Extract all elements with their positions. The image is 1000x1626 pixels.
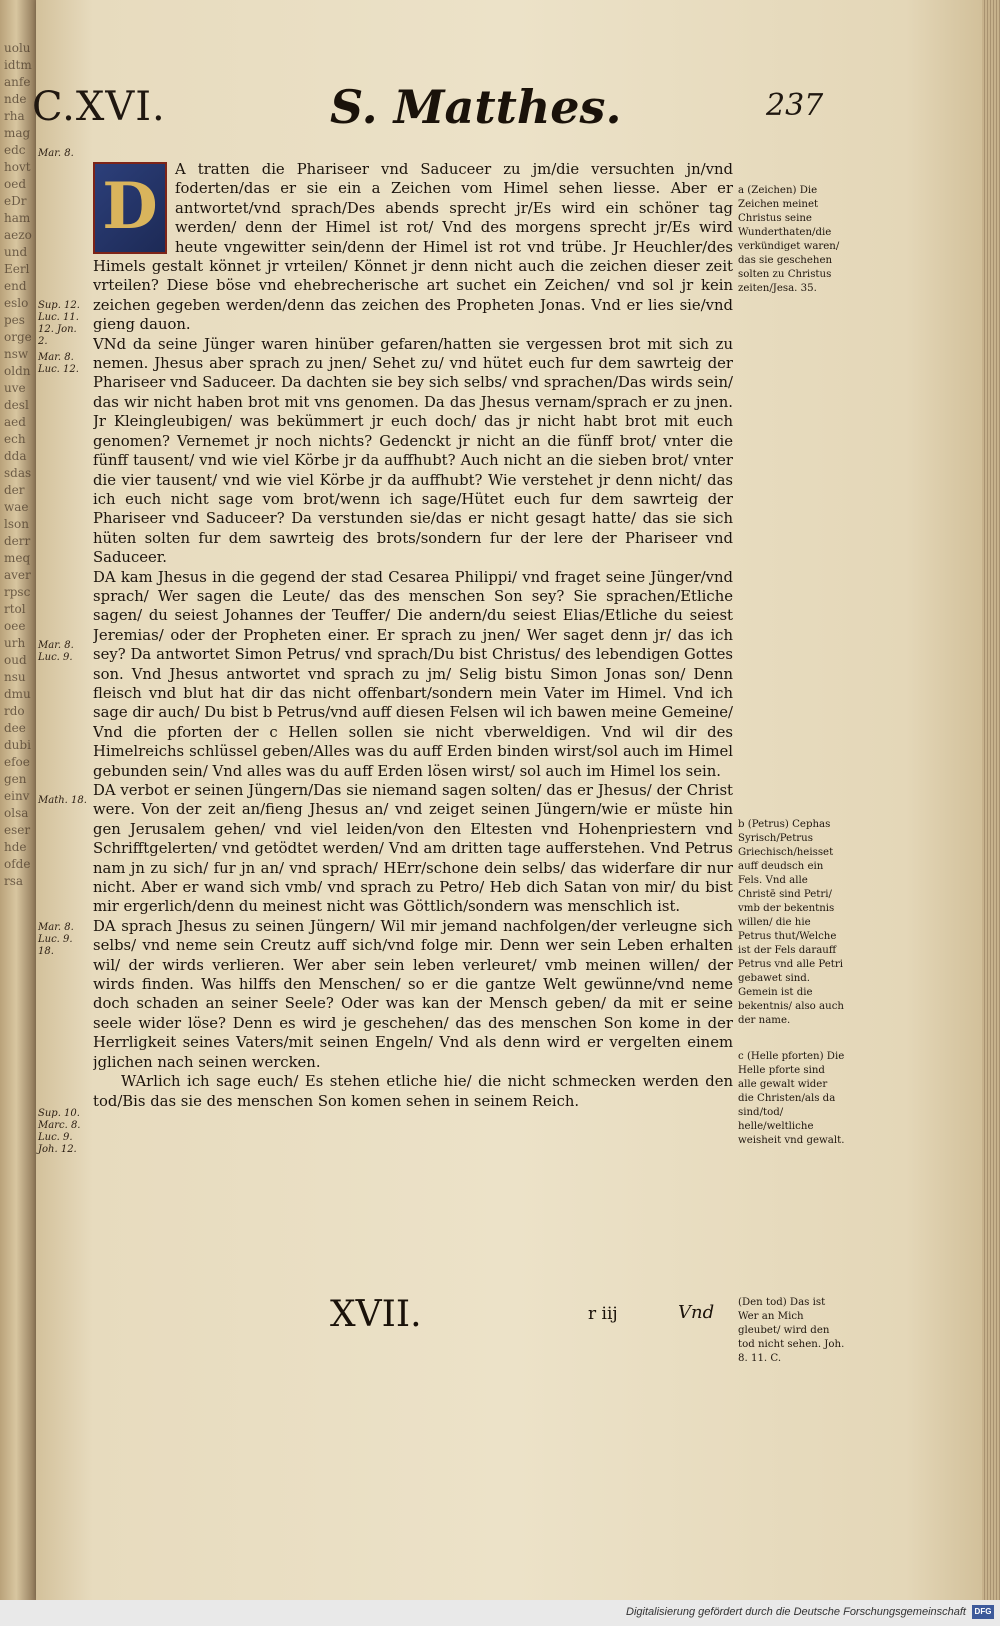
paragraph: DA verbot er seinen Jüngern/Das sie niemand sagen solten/ das er Jhesus/ der Christ were. Von der zeit an/fieng Jhesus an/ vnd zeiget seinen Jüngern/wie er müste hin gen Jerusalem gehen/ vnd viel leiden/von den Eltesten vnd Hohenpriestern vnd Schrifftgelerten/ vnd getödtet werden/ Vnd am dritten tage aufferstehen. Vnd Petrus nam jn zu sich/ fur jn an/ vnd sprach/ HErr/schone dein selbs/ das widerfare dir nur nicht. Aber er wand sich vmb/ vnd sprach zu Petro/ Heb dich Satan von mir/ du bist mir ergerlich/denn du meinest nicht was Göttlich/sondern was menschlich ist. <box>93 782 733 916</box>
book-title: S. Matthes. <box>330 80 622 134</box>
illuminated-initial: D <box>93 162 167 254</box>
dfg-logo-icon: DFG <box>972 1605 994 1619</box>
digitization-credit: Digitalisierung gefördert durch die Deutsche Forschungsgemeinschaft <box>626 1606 966 1618</box>
paragraph: VNd da seine Jünger waren hinüber gefaren/hatten sie vergessen brot mit sich zu nemen. Jhesus aber sprach zu jnen/ Sehet zu/ vnd hütet euch fur dem sawrteig der Phariseer vnd Saduceer. Da dachten sie bey sich selbs/ vnd sprachen/Das wirds sein/ das wir nicht haben brot mit vns genomen. Da das Jhesus vernam/sprach er zu jnen. Jr Kleingleubigen/ was bekümmert jr euch doch/ das jr nicht habt brot mit euch genomen? Vernemet jr noch nichts? Gedenckt jr nicht an die fünff brot/ vnter die fünff tausent/ vnd wie viel Körbe jr da auffhubt? Auch nicht an die sieben brot/ vnter die vier tausent/ vnd wie viel Körbe jr da auffhubt? Wie verstehet jr denn nicht/ das ich euch nicht sage vom brot/wenn ich sage/Hütet euch fur dem sawrteig der Phariseer vnd Saduceer? Da verstunden sie/das er nicht gesagt hatte/ das sie sich hüten solten fur dem sawrteig des brots/sondern fur der lere der Phariseer vnd Saduceer. <box>93 335 733 567</box>
margin-note-left: Sup. 12. Luc. 11. 12. Jon. 2. <box>38 300 80 347</box>
catchword: Vnd <box>678 1302 715 1323</box>
page-foot <box>330 1294 750 1334</box>
margin-note-left: Mar. 8. Luc. 12. <box>38 352 79 375</box>
paragraph: A tratten die Phariseer vnd Saduceer zu jm/die versuchten jn/vnd foderten/das er sie ein a Zeichen vom Himel sehen liesse. Aber er antwortet/vnd sprach/Des abends sprecht jr/Es wird ein schöner tag werden/ denn der Himel ist rot/ Vnd des morgens sprecht jr/Es wird heute vngewitter sein/denn der Himel ist rot vnd trübe. Jr Heuchler/des Himels gestalt könnet jr vrteilen/ Könnet jr denn nicht auch die zeichen dieser zeit vrteilen? Diese böse vnd ehebrecherische art suchet ein Zeichen/ vnd sol jr kein zeichen gegeben werden/denn das zeichen des Propheten Jonas. Vnd er lies sie/vnd gieng dauon. <box>93 161 733 334</box>
chapter-heading: C.XVI. <box>32 84 166 130</box>
paragraph: DA kam Jhesus in die gegend der stad Cesarea Philippi/ vnd fraget seine Jünger/vnd sprach/ Wer sagen die Leute/ das des menschen Son sey? Sie sprachen/Etliche sagen/ du seiest Johannes der Teuffer/ Die andern/du seiest Elias/Etliche du seiest Jeremias/ oder der Propheten einer. Er sprach zu jnen/ Wer saget denn jr/ das ich sey? Da antwortet Simon Petrus/ vnd sprach/Du bist Christus/ des lebendigen Gottes son. Vnd Jhesus antwortet vnd sprach zu jm/ Selig bistu Simon Jonas son/ Denn fleisch vnd blut hat dir das nicht offenbart/sondern mein Vater im Himel. Vnd ich sage dir auch/ Du bist b Petrus/vnd auff diesen Felsen wil ich bawen meine Gemeine/ Vnd die pforten der c Hellen sollen sie nicht vberweldigen. Vnd wil dir des Himelreichs schlüssel geben/Alles was du auff Erden binden wirst/sol auch im Himel gebunden sein/ Vnd alles was du auff Erden lösen wirst/ sol auch im Himel los sein. <box>93 568 733 780</box>
margin-gloss-tod: (Den tod) Das ist Wer an Mich gleubet/ wird den tod nicht sehen. Joh. 8. 11. C. <box>738 1297 845 1364</box>
page-edge <box>982 0 1000 1600</box>
left-gutter <box>0 0 36 1626</box>
margin-note-left: Mar. 8. Luc. 9. <box>38 640 74 663</box>
margin-gloss-helle-pforten: c (Helle pforten) Die Helle pforte sind alle gewalt wider die Christen/als da sind/tod/ helle/weltliche weisheit vnd gewalt. <box>738 1051 845 1146</box>
margin-gloss-zeichen: a (Zeichen) Die Zeichen meinet Christus seine Wunderthaten/die verkündiget waren/ das sie geschehen solten zu Christus zeiten/Jesa. 35. <box>738 185 840 294</box>
margin-note-left: Mar. 8. <box>38 148 74 159</box>
main-text-column <box>93 160 733 1300</box>
signature-mark: r iij <box>588 1304 618 1324</box>
margin-note-left: Mar. 8. Luc. 9. 18. <box>38 922 74 957</box>
margin-gloss-petrus: b (Petrus) Cephas Syrisch/Petrus Griechisch/heisset auff deudsch ein Fels. Vnd alle Christē sind Petri/ vmb der bekentnis willen/ die hie Petrus thut/Welche ist der Fels darauff Petrus vnd alle Petri gebawet sind. Gemein ist die bekentnis/ also auch der name. <box>738 819 844 1026</box>
next-chapter-number: XVII. <box>330 1294 422 1335</box>
paragraph: DA sprach Jhesus zu seinen Jüngern/ Wil mir jemand nachfolgen/der verleugne sich selbs/ vnd neme sein Creutz auff sich/vnd folge mir. Denn wer sein Leben erhalten wil/ der wirds verlieren. Wer aber sein leben verleuret/ vmb meinen willen/ der wirds finden. Was hilffs den Menschen/ so er die gantze Welt gewünne/vnd neme doch schaden an seiner Seele? Oder was kan der Mensch geben/ da mit er seine seele wider löse? Denn es wird je geschehen/ das des menschen Son kome in der Herrligkeit seines Vaters/mit seinen Engeln/ Vnd als denn wird er vergelten einem jglichen nach seinen wercken. <box>93 917 733 1071</box>
page-number: 237 <box>766 88 824 123</box>
gutter-bleed-text: uoluidtmanfenderhamagedchovtoedeDrhamaezoundEerlendeslopesorgenswoldnuvedeslaedechddasdasderwaelsonderrmeqaverrpscrtoloeeurhoudnsudmurdodeedubiefoegeneinvolsaeserhdeofdersa <box>4 41 32 888</box>
margin-note-left: Math. 18. <box>38 795 87 806</box>
page-header <box>30 80 980 160</box>
paragraph: WArlich ich sage euch/ Es stehen etliche hie/ die nicht schmecken werden den tod/Bis das sie des menschen Son komen sehen in seinem Reich. <box>93 1073 733 1110</box>
margin-note-left: Sup. 10. Marc. 8. Luc. 9. Joh. 12. <box>38 1108 81 1155</box>
digitization-banner <box>0 1600 1000 1626</box>
